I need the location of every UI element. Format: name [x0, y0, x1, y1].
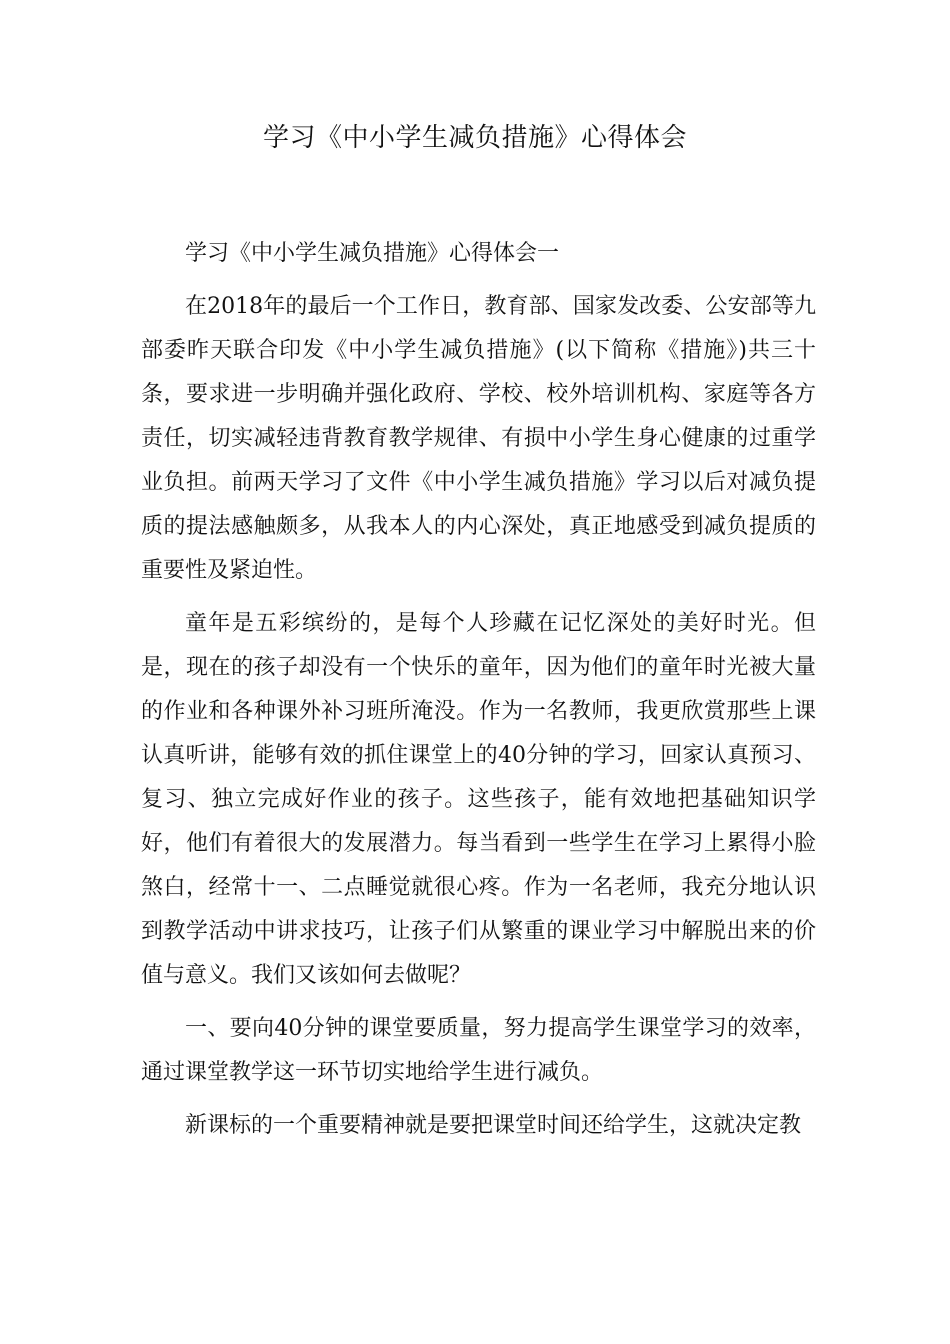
paragraph: 童年是五彩缤纷的，是每个人珍藏在记忆深处的美好时光。但是，现在的孩子却没有一个快乐的童年，因为他们的童年时光被大量的作业和各种课外补习班所淹没。作为一名教师，我更欣赏那些上课认真听讲，能够有效的抓住课堂上的40分钟的学习，回家认真预习、复习、独立完成好作业的孩子。这些孩子，能有效地把基础知识学好，他们有着很大的发展潜力。每当看到一些学生在学习上累得小脸煞白，经常十一、二点睡觉就很心疼。作为一名老师，我充分地认识到教学活动中讲求技巧，让孩子们从繁重的课业学习中解脱出来的价值与意义。我们又该如何去做呢？ [141, 611, 816, 988]
document-body [141, 232, 816, 1157]
paragraph-subtitle: 学习《中小学生减负措施》心得体会一 [185, 241, 560, 266]
document-title: 学习《中小学生减负措施》心得体会 [262, 123, 687, 153]
paragraph: 一、要向40分钟的课堂要质量，努力提高学生课堂学习的效率，通过课堂教学这一环节切实地给学生进行减负。 [141, 1016, 816, 1085]
paragraph: 新课标的一个重要精神就是要把课堂时间还给学生，这就决定教 [185, 1113, 802, 1138]
paragraph: 在2018年的最后一个工作日，教育部、国家发改委、公安部等九部委昨天联合印发《中小学生减负措施》(以下简称《措施》)共三十条，要求进一步明确并强化政府、学校、校外培训机构、家庭等各方责任，切实减轻违背教育教学规律、有损中小学生身心健康的过重学业负担。前两天学习了文件《中小学生减负措施》学习以后对减负提质的提法感触颇多，从我本人的内心深处，真正地感受到减负提质的重要性及紧迫性。 [141, 294, 816, 583]
